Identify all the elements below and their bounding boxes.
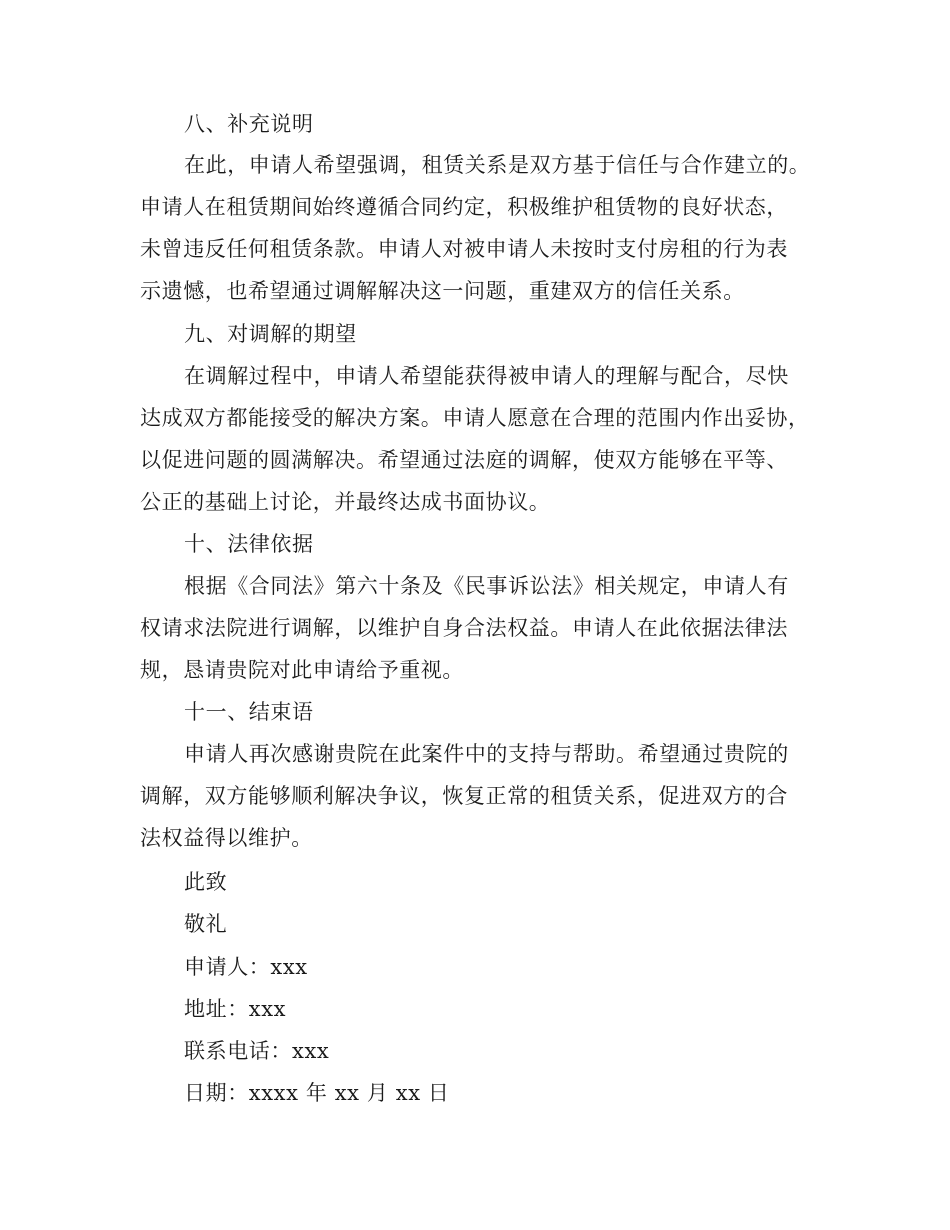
paragraph-line: 在调解过程中，申请人希望能获得被申请人的理解与配合，尽快	[184, 364, 789, 388]
paragraph-line: 示遗憾，也希望通过调解解决这一问题，重建双方的信任关系。	[140, 279, 745, 303]
paragraph-line: 权请求法院进行调解，以维护自身合法权益。申请人在此依据法律法	[140, 616, 788, 640]
paragraph-line: 公正的基础上讨论，并最终达成书面协议。	[140, 490, 551, 514]
section-heading: 十一、结束语	[184, 700, 314, 724]
section-heading: 九、对调解的期望	[184, 322, 357, 346]
paragraph-line: 调解，双方能够顺利解决争议，恢复正常的租赁关系，促进双方的合	[140, 784, 788, 808]
salutation-line: 此致	[184, 870, 228, 894]
date-line: 日期：xxxx 年 xx 月 xx 日	[184, 1081, 450, 1105]
salutation-line: 敬礼	[184, 912, 228, 936]
applicant-line: 申请人：xxx	[184, 955, 308, 979]
paragraph-line: 规，恳请贵院对此申请给予重视。	[140, 658, 464, 682]
paragraph-line: 申请人再次感谢贵院在此案件中的支持与帮助。希望通过贵院的	[184, 742, 789, 766]
section-heading: 八、补充说明	[184, 112, 314, 136]
paragraph-line: 未曾违反任何租赁条款。申请人对被申请人未按时支付房租的行为表	[140, 237, 788, 261]
paragraph-line: 达成双方都能接受的解决方案。申请人愿意在合理的范围内作出妥协，	[140, 406, 810, 430]
paragraph-line: 申请人在租赁期间始终遵循合同约定，积极维护租赁物的良好状态，	[140, 195, 788, 219]
paragraph-line: 以促进问题的圆满解决。希望通过法庭的调解，使双方能够在平等、	[140, 448, 788, 472]
address-line: 地址：xxx	[184, 997, 287, 1021]
section-heading: 十、法律依据	[184, 532, 314, 556]
paragraph-line: 根据《合同法》第六十条及《民事诉讼法》相关规定，申请人有	[184, 574, 789, 598]
phone-line: 联系电话：xxx	[184, 1039, 330, 1063]
paragraph-line: 法权益得以维护。	[140, 826, 313, 850]
paragraph-line: 在此，申请人希望强调，租赁关系是双方基于信任与合作建立的。	[184, 153, 811, 177]
